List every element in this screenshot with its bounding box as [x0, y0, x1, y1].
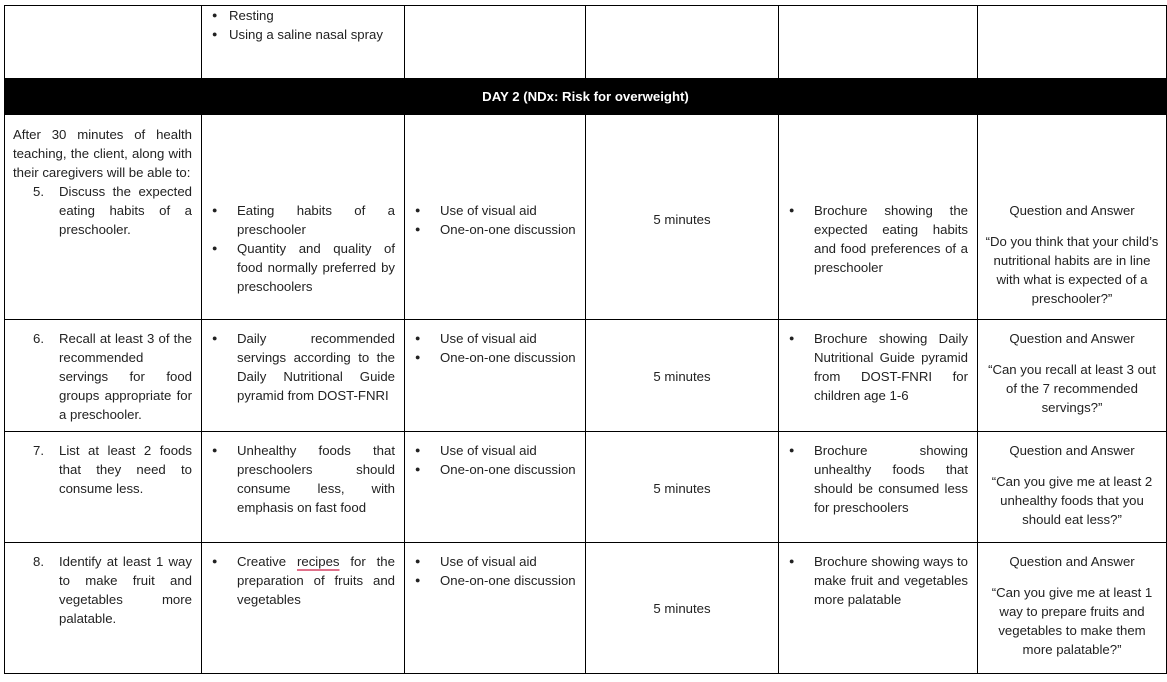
evaluation-question: “Do you think that your child’s nutritional habits are in line with what is expected of a preschooler?”	[985, 234, 1159, 306]
intro-text: After 30 minutes of health teaching, the client, along with their caregivers will be able to:	[13, 127, 192, 180]
evaluation-title: Question and Answer	[1009, 554, 1135, 569]
evaluation-cell	[978, 320, 1167, 432]
list-item: ● Creative recipes for the preparation of fruits and vegetables	[202, 552, 404, 609]
resources-cell	[779, 432, 978, 543]
evaluation-cell	[978, 6, 1167, 79]
list-item: ● Use of visual aid	[405, 441, 585, 460]
content-cell	[202, 543, 405, 674]
strategy-cell	[405, 115, 586, 320]
objective-cell	[5, 543, 202, 674]
list-item: ● Daily recommended servings according to the Daily Nutritional Guide pyramid from DOST-FNRI	[202, 329, 404, 405]
list-item: ● Resting	[202, 6, 404, 25]
strategy-cell	[405, 543, 586, 674]
list-item: ● Brochure showing Daily Nutritional Guide pyramid from DOST-FNRI for children age 1-6	[779, 329, 977, 405]
evaluation-title: Question and Answer	[1009, 203, 1135, 218]
evaluation-question: “Can you give me at least 1 way to prepare fruits and vegetables to make them more palatable?”	[991, 585, 1153, 657]
strategy-cell	[405, 432, 586, 543]
table-row	[5, 6, 1167, 79]
content-cell	[202, 320, 405, 432]
table-row	[5, 115, 1167, 320]
evaluation-cell	[978, 432, 1167, 543]
objective-cell	[5, 6, 202, 79]
objective-number: 5.	[33, 184, 44, 199]
objective-number: 7.	[33, 443, 44, 458]
time-cell	[586, 6, 779, 79]
resources-cell	[779, 115, 978, 320]
objective-cell	[5, 115, 202, 320]
list-item: ● One-on-one discussion	[405, 571, 585, 590]
list-item: ● Quantity and quality of food normally preferred by preschoolers	[202, 239, 404, 296]
resources-cell	[779, 320, 978, 432]
list-item: ● Use of visual aid	[405, 201, 585, 220]
objective-number: 8.	[33, 554, 44, 569]
strategy-cell	[405, 6, 586, 79]
strategy-cell	[405, 320, 586, 432]
list-item: ● Brochure showing the expected eating habits and food preferences of a preschooler	[779, 201, 977, 277]
evaluation-title: Question and Answer	[1009, 443, 1135, 458]
list-item: ● Use of visual aid	[405, 329, 585, 348]
teaching-plan-table	[4, 5, 1167, 674]
evaluation-cell	[978, 115, 1167, 320]
time-cell: 5 minutes	[586, 432, 779, 543]
list-item: ● Eating habits of a preschooler	[202, 201, 404, 239]
objective-cell	[5, 320, 202, 432]
list-item: ● Use of visual aid	[405, 552, 585, 571]
day-header: DAY 2 (NDx: Risk for overweight)	[5, 79, 1167, 115]
evaluation-question: “Can you give me at least 2 unhealthy foods that you should eat less?”	[991, 474, 1153, 527]
objective-text: List at least 2 foods that they need to consume less.	[59, 443, 192, 496]
evaluation-question: “Can you recall at least 3 out of the 7 recommended servings?”	[988, 362, 1156, 415]
evaluation-title: Question and Answer	[1009, 331, 1135, 346]
resources-cell	[779, 543, 978, 674]
day-header-row	[5, 79, 1167, 115]
objective-cell	[5, 432, 202, 543]
resources-cell	[779, 6, 978, 79]
time-cell: 5 minutes	[586, 115, 779, 320]
content-cell	[202, 6, 405, 79]
list-item: ● Brochure showing ways to make fruit and vegetables more palatable	[779, 552, 977, 609]
table-row	[5, 543, 1167, 674]
list-item: ● Using a saline nasal spray	[202, 25, 404, 44]
objective-number: 6.	[33, 331, 44, 346]
time-cell: 5 minutes	[586, 543, 779, 674]
objective-text: Recall at least 3 of the recommended servings for food groups appropriate for a preschooler.	[59, 331, 192, 422]
table-row	[5, 320, 1167, 432]
objective-text: Discuss the expected eating habits of a preschooler.	[59, 184, 192, 237]
list-item: ● Brochure showing unhealthy foods that should be consumed less for preschoolers	[779, 441, 977, 517]
table-row	[5, 432, 1167, 543]
underlined-word: recipes	[296, 554, 340, 569]
content-cell	[202, 115, 405, 320]
list-item: ● One-on-one discussion	[405, 220, 585, 239]
list-item: ● One-on-one discussion	[405, 460, 585, 479]
time-cell: 5 minutes	[586, 320, 779, 432]
list-item: ● Unhealthy foods that preschoolers should consume less, with emphasis on fast food	[202, 441, 404, 517]
evaluation-cell	[978, 543, 1167, 674]
list-item: ● One-on-one discussion	[405, 348, 585, 367]
content-cell	[202, 432, 405, 543]
objective-text: Identify at least 1 way to make fruit and vegetables more palatable.	[59, 554, 192, 626]
